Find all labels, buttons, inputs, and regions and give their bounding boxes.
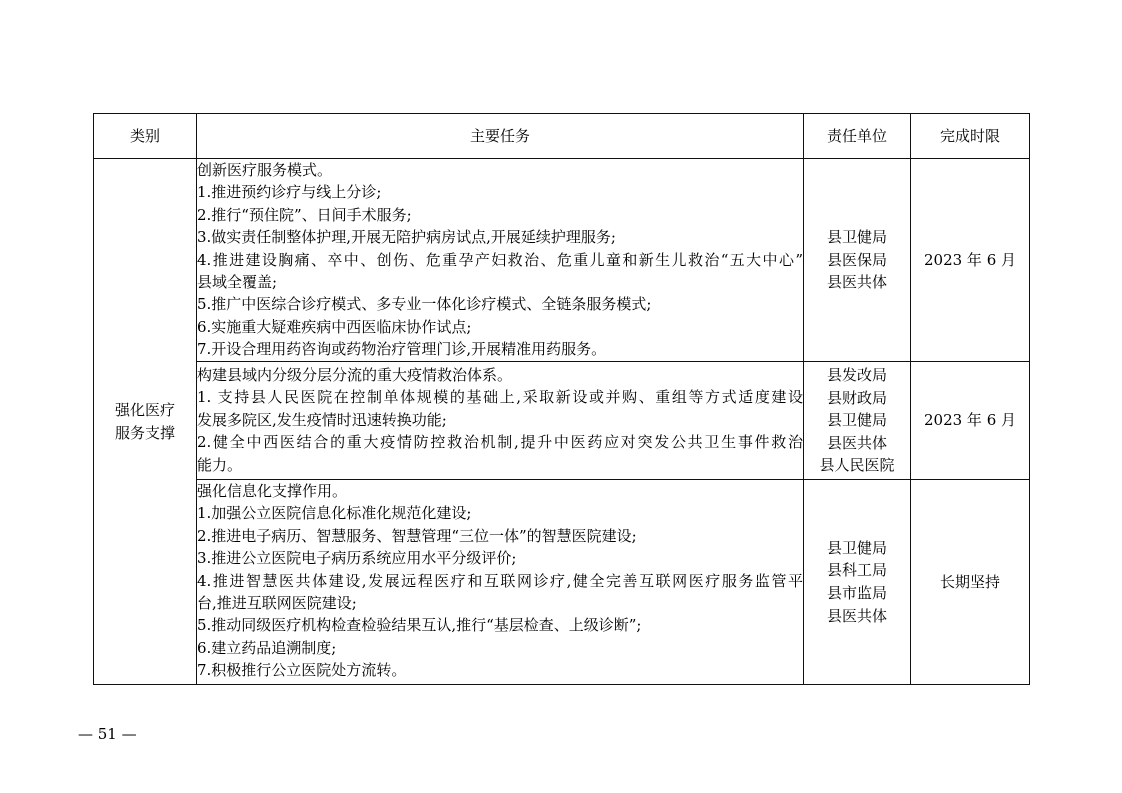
category-cell <box>94 159 197 685</box>
task-line: 6.建立药品追溯制度; <box>197 638 337 657</box>
unit-item: 县人民医院 <box>819 456 895 475</box>
task-line: 7.积极推行公立医院处方流转。 <box>197 661 407 680</box>
table-row <box>94 362 1030 480</box>
unit-item: 县科工局 <box>826 561 887 580</box>
table-row <box>94 159 1030 362</box>
task-line: 5.推动同级医疗机构检查检验结果互认,推行“基层检查、上级诊断”; <box>197 616 642 635</box>
task-line: 1.推进预约诊疗与线上分诊; <box>197 183 382 202</box>
units-cell <box>804 159 911 362</box>
unit-item: 县市监局 <box>826 584 887 602</box>
task-line: 3.推进公立医院电子病历系统应用水平分级评价; <box>197 549 517 568</box>
task-line: 县域全覆盖; <box>197 273 278 292</box>
deadline-cell: 2023 年 6 月 <box>911 159 1030 362</box>
unit-item: 县医共体 <box>826 433 887 452</box>
task-line: 台,推进互联网医院建设; <box>197 594 357 613</box>
task-line: 2.推进电子病历、智慧服务、智慧管理“三位一体”的智慧医院建设; <box>197 526 637 545</box>
task-line: 1. 支持县人民医院在控制单体规模的基础上,采取新设或并购、重组等方式适度建设 <box>197 388 803 407</box>
units-cell <box>804 480 911 685</box>
tasks-cell <box>197 480 804 685</box>
table-header-row <box>94 114 1030 159</box>
task-line: 5.推广中医综合诊疗模式、多专业一体化诊疗模式、全链条服务模式; <box>197 295 652 314</box>
table-row <box>94 480 1030 685</box>
units-cell <box>804 362 911 480</box>
deadline-cell: 长期坚持 <box>911 480 1030 685</box>
task-line: 3.做实责任制整体护理,开展无陪护病房试点,开展延续护理服务; <box>197 228 616 247</box>
header-deadline: 完成时限 <box>911 114 1030 159</box>
category-label: 服务支撑 <box>114 423 175 442</box>
task-heading: 创新医疗服务模式。 <box>197 161 333 179</box>
header-category: 类别 <box>94 114 197 159</box>
task-line: 能力。 <box>197 455 243 474</box>
header-units: 责任单位 <box>804 114 911 159</box>
unit-item: 县医共体 <box>826 273 887 292</box>
unit-item: 县医保局 <box>826 250 887 269</box>
deadline-cell: 2023 年 6 月 <box>911 362 1030 480</box>
page-number: — 51 — <box>78 725 137 743</box>
task-heading: 构建县域内分级分层分流的重大疫情救治体系。 <box>197 366 513 384</box>
header-tasks: 主要任务 <box>197 114 804 159</box>
category-label: 强化医疗 <box>114 400 175 419</box>
task-line: 2.推行“预住院”、日间手术服务; <box>197 205 412 224</box>
unit-item: 县发改局 <box>826 366 887 385</box>
unit-item: 县卫健局 <box>826 411 887 430</box>
task-line: 1.加强公立医院信息化标准化规范化建设; <box>197 504 472 523</box>
task-line: 7.开设合理用药咨询或药物治疗管理门诊,开展精准用药服务。 <box>197 340 607 359</box>
unit-item: 县财政局 <box>826 388 887 407</box>
task-line: 4.推进智慧医共体建设,发展远程医疗和互联网诊疗,健全完善互联网医疗服务监管平 <box>197 571 803 590</box>
tasks-cell <box>197 159 804 362</box>
tasks-cell <box>197 362 804 480</box>
task-line: 6.实施重大疑难疾病中西医临床协作试点; <box>197 317 472 336</box>
task-line: 发展多院区,发生疫情时迅速转换功能; <box>197 410 447 429</box>
task-table <box>93 113 1030 685</box>
task-line: 2.健全中西医结合的重大疫情防控救治机制,提升中医药应对突发公共卫生事件救治 <box>197 433 803 452</box>
unit-item: 县医共体 <box>826 606 887 625</box>
unit-item: 县卫健局 <box>826 538 887 557</box>
task-line: 4.推进建设胸痛、卒中、创伤、危重孕产妇救治、危重儿童和新生儿救治“五大中心” <box>197 250 803 269</box>
unit-item: 县卫健局 <box>826 228 887 247</box>
task-heading: 强化信息化支撑作用。 <box>197 482 348 500</box>
